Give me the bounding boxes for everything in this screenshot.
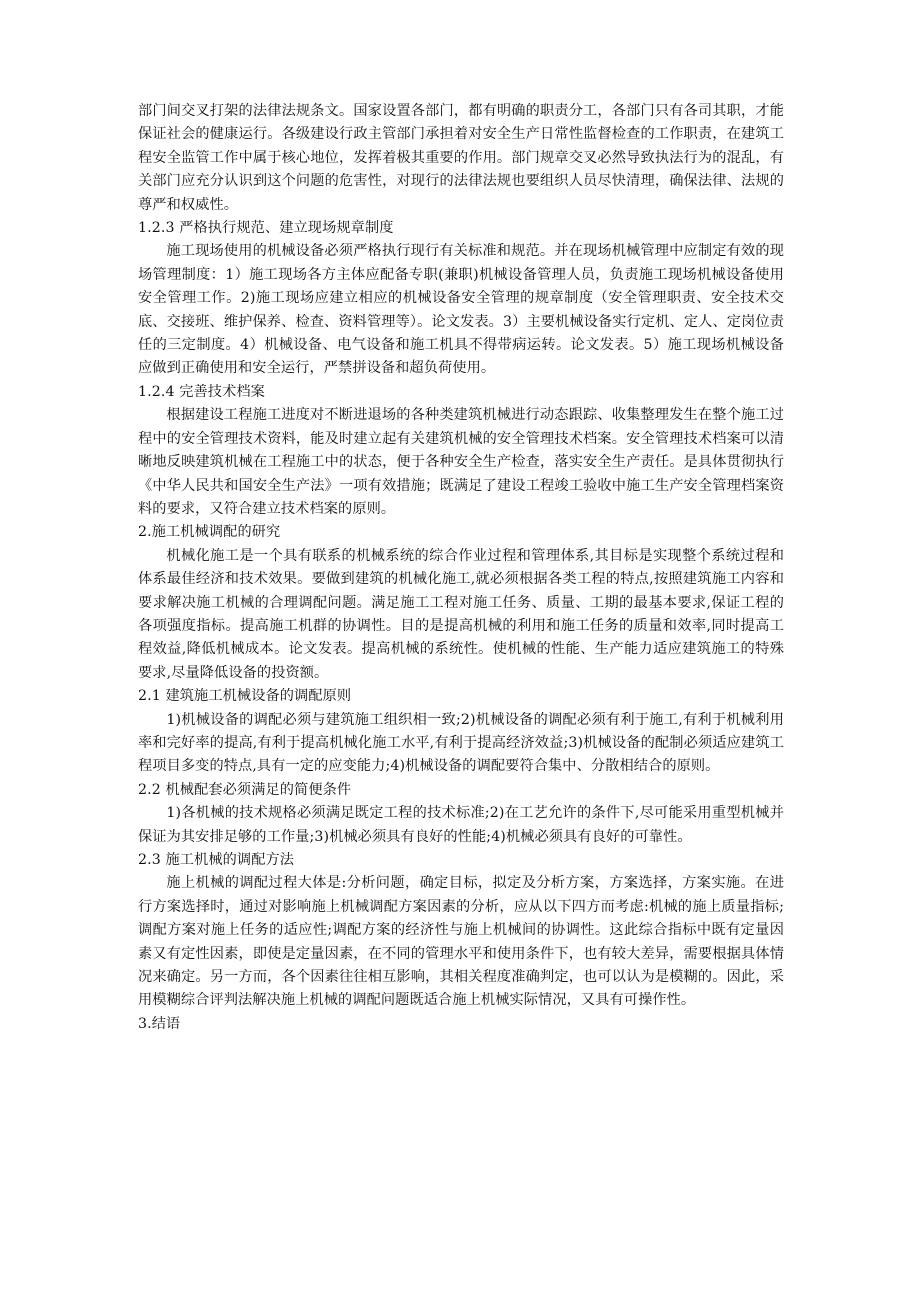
document-body (138, 100, 784, 1036)
paragraph: 1)机械设备的调配必须与建筑施工组织相一致;2)机械设备的调配必须有利于施工,有利于机械利用率和完好率的提高,有利于提高机械化施工水平,有利于提高经济效益;3)机械设备的配制必须适应建筑工程项目多变的特点,具有一定的应变能力;4)机械设备的调配要符合集中、分散相结合的原则。 (138, 711, 784, 775)
paragraph: 机械化施工是一个具有联系的机械系统的综合作业过程和管理体系,其目标是实现整个系统过程和体系最佳经济和技术效果。要做到建筑的机械化施工,就必须根据各类工程的特点,按照建筑施工内容和要求解决施工机械的合理调配问题。满足施工工程对施工任务、质量、工期的最基本要求,保证工程的各项强度指标。提高施工机群的协调性。目的是提高机械的利用和施工任务的质量和效率,同时提高工程效益,降低机械成本。论文发表。提高机械的系统性。使机械的性能、生产能力适应建筑施工的特殊要求,尽量降低设备的投资额。 (138, 547, 784, 681)
paragraph: 施上机械的调配过程大体是:分析问题，确定目标，拟定及分析方案，方案选择，方案实施。在进行方案选择时，通过对影响施上机械调配方案因素的分析，应从以下四方而考虑:机械的施上质量指标;调配方案对施上任务的适应性;调配方案的经济性与施上机械间的协调性。这此综合指标中既有定量因素又有定性因素，即使是定量因素，在不同的管理水平和使用条件下，也有较大差异，需要根据具体情况来确定。另一方而，各个因素往往相互影响，其相关程度准确判定，也可以认为是模糊的。因此，采用模糊综合评判法解决施上机械的调配问题既适合施上机械实际情况，又具有可操作性。 (138, 875, 784, 1009)
paragraph: 根据建设工程施工进度对不断进退场的各种类建筑机械进行动态跟踪、收集整理发生在整个施工过程中的安全管理技术资料，能及时建立起有关建筑机械的安全管理技术档案。安全管理技术档案可以清晰地反映建筑机械在工程施工中的状态，便于各种安全生产检查，落实安全生产责任。是具体贯彻执行《中华人民共和国安全生产法》一项有效措施；既满足了建设工程竣工验收中施工生产安全管理档案资料的要求，又符合建立技术档案的原则。 (138, 407, 784, 517)
section-heading: 2.2 机械配套必须满足的简便条件 (138, 781, 352, 798)
section-heading: 2.3 施工机械的调配方法 (138, 852, 295, 868)
chapter-heading: 2.施工机械调配的研究 (138, 524, 281, 541)
paragraph: 1)各机械的技术规格必须满足既定工程的技术标准;2)在工艺允许的条件下,尽可能采用重型机械并保证为其安排足够的工作量;3)机械必须具有良好的性能;4)机械必须具有良好的可靠性。 (138, 805, 784, 845)
paragraph: 部门间交叉打架的法律法规条文。国家设置各部门，都有明确的职责分工，各部门只有各司其职，才能保证社会的健康运行。各级建设行政主管部门承担着对安全生产日常性监督检查的工作职责，在建筑工程安全监管工作中属于核心地位，发挥着极其重要的作用。部门规章交叉必然导致执法行为的混乱，有关部门应充分认识到这个问题的危害性，对现行的法律法规也要组织人员尽快清理，确保法律、法规的尊严和权威性。 (138, 103, 784, 213)
paragraph: 施工现场使用的机械设备必须严格执行现行有关标准和规范。并在现场机械管理中应制定有效的现场管理制度：1）施工现场各方主体应配备专职(兼职)机械设备管理人员，负责施工现场机械设备使用安全管理工作。2)施工现场应建立相应的机械设备安全管理的规章制度（安全管理职责、安全技术交底、交接班、维护保养、检查、资料管理等）。论文发表。3）主要机械设备实行定机、定人、定岗位责任的三定制度。4）机械设备、电气设备和施工机具不得带病运转。论文发表。5）施工现场机械设备应做到正确使用和安全运行，严禁拼设备和超负荷使用。 (138, 243, 784, 377)
section-heading: 2.1 建筑施工机械设备的调配原则 (138, 688, 352, 705)
section-heading: 1.2.4 完善技术档案 (138, 383, 265, 400)
conclusion-heading: 3.结语 (138, 1015, 181, 1032)
section-heading: 1.2.3 严格执行规范、建立现场规章制度 (138, 220, 394, 237)
